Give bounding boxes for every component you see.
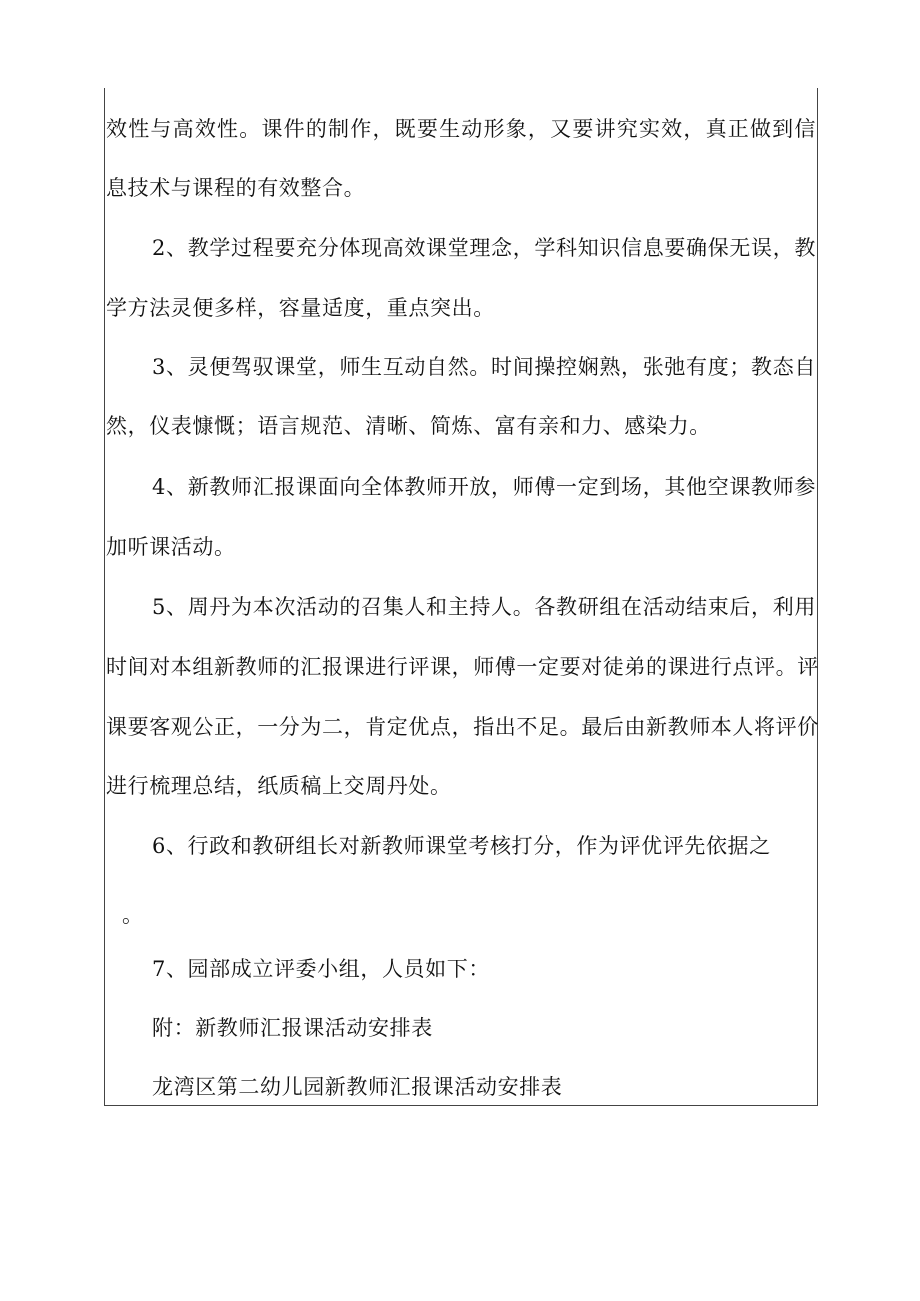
- paragraph-6-line-2: 。: [122, 903, 144, 927]
- paragraph-6-line-1: 6、行政和教研组长对新教师课堂考核打分，作为评优评先依据之: [152, 834, 771, 858]
- paragraph-1-line-1: 效性与高效性。课件的制作，既要生动形象，又要讲究实效，真正做到信: [106, 117, 816, 141]
- paragraph-3-line-2: 然，仪表慷慨；语言规范、清晰、简炼、富有亲和力、感染力。: [106, 414, 711, 438]
- paragraph-2-line-2: 学方法灵便多样，容量适度，重点突出。: [106, 296, 495, 320]
- paragraph-3-line-1: 3、灵便驾驭课堂，师生互动自然。时间操控娴熟，张弛有度；教态自: [152, 355, 816, 379]
- paragraph-5-line-3: 课要客观公正，一分为二，肯定优点，指出不足。最后由新教师本人将评价: [106, 715, 819, 739]
- paragraph-1-line-2: 息技术与课程的有效整合。: [106, 176, 366, 200]
- schedule-table-title: 龙湾区第二幼儿园新教师汇报课活动安排表: [152, 1075, 563, 1099]
- paragraph-2-line-1: 2、教学过程要充分体现高效课堂理念，学科知识信息要确保无误，教: [152, 236, 816, 260]
- paragraph-4-line-1: 4、新教师汇报课面向全体教师开放，师傅一定到场，其他空课教师参: [152, 475, 816, 499]
- paragraph-4-line-2: 加听课活动。: [106, 535, 236, 559]
- appendix-note: 附：新教师汇报课活动安排表: [152, 1016, 433, 1040]
- paragraph-5-line-1: 5、周丹为本次活动的召集人和主持人。各教研组在活动结束后，利用: [152, 595, 816, 619]
- paragraph-5-line-2: 时间对本组新教师的汇报课进行评课，师傅一定要对徒弟的课进行点评。评: [106, 655, 819, 679]
- paragraph-7: 7、园部成立评委小组，人员如下：: [152, 957, 490, 981]
- paragraph-5-line-4: 进行梳理总结，纸质稿上交周丹处。: [106, 774, 452, 798]
